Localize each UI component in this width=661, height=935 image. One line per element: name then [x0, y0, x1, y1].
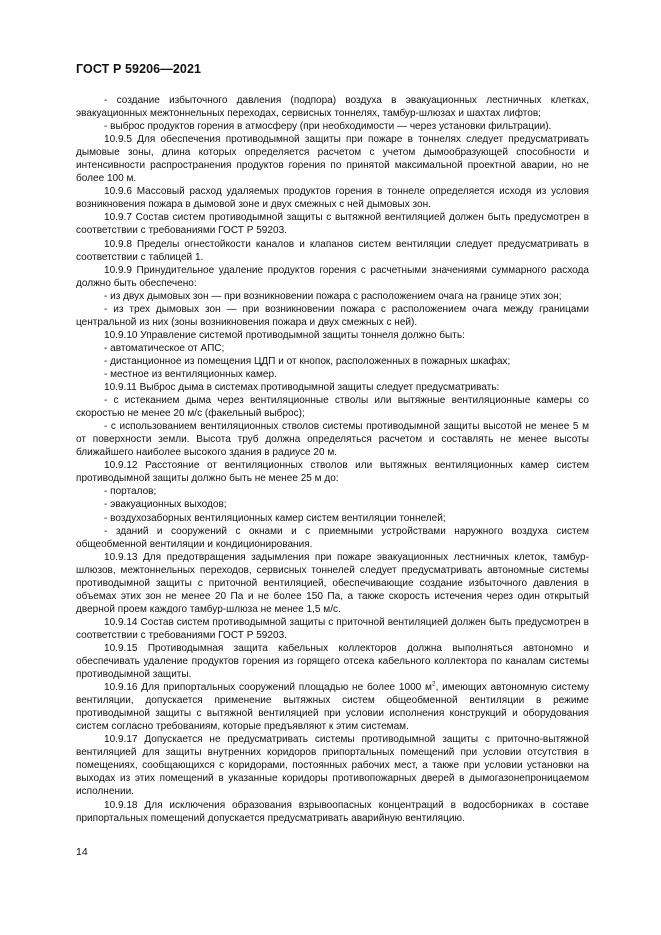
- paragraph: 10.9.17 Допускается не предусматривать системы противодымной защиты с приточно-вытяжной вентиляцией для защиты внутренних коридоров припортальных помещений при условии отсутствия в помещениях, сообщающихся с коридорами, постоянных рабочих мест, а также при условии установки на выходах из этих помещений в указанные коридоры противопожарных дверей в дымогазонепроницаемом исполнении.: [76, 734, 589, 798]
- paragraph: 10.9.13 Для предотвращения задымления при пожаре эвакуационных лестничных клеток, тамбур-шлюзов, межтоннельных переходов, сервисных тоннелей следует предусматривать автономные системы противодымной защиты с приточной вентиляцией, обеспечивающие создание избыточного давления в объемах этих зон не менее 20 Па и не более 150 Па, а также скорость истечения через один открытый дверной проем каждого тамбур-шлюза не менее 1,5 м/с.: [76, 551, 589, 615]
- paragraph: 10.9.6 Массовый расход удаляемых продуктов горения в тоннеле определяется исходя из условия возникновения пожара в дымовой зоне и двух смежных с ней дымовых зон.: [76, 186, 589, 211]
- paragraph: 10.9.15 Противодымная защита кабельных коллекторов должна выполняться автономно и обеспечивать удаление продуктов горения из горящего отсека кабельного коллектора по каналам системы противодымной защиты.: [76, 642, 589, 681]
- paragraph-with-superscript: [76, 681, 589, 733]
- paragraph: - из двух дымовых зон — при возникновении пожара с расположением очага на границе этих зон;: [104, 290, 562, 302]
- paragraph: - из трех дымовых зон — при возникновении пожара с расположением очага между границами центральной из них (зоны возникновения пожара и двух смежных с ней).: [76, 303, 589, 328]
- paragraph: - с использованием вентиляционных стволов системы противодымной защиты высотой не менее 5 м от поверхности земли. Высота труб должна определяться расчетом и составлять не менее высоты ближайшего наиболее высокого здания в радиусе 20 м.: [76, 421, 589, 459]
- paragraph: - воздухозаборных вентиляционных камер систем вентиляции тоннелей;: [104, 512, 446, 524]
- paragraph: - эвакуационных выходов;: [104, 499, 227, 511]
- paragraph-text: , имеющих автономную систему вентиляции, допускается применение вытяжных систем общеобменной вентиляции в режиме противодымной защиты с вытяжной вентиляцией при условии исполнения конструкций и оборудования систем согласно требованиям, которые предъявляют к этим системам.: [76, 682, 589, 733]
- paragraph: 10.9.8 Пределы огнестойкости каналов и клапанов систем вентиляции следует предусматривать в соответствии с таблицей 1.: [76, 238, 589, 263]
- document-body: [76, 94, 589, 825]
- paragraph: - выброс продуктов горения в атмосферу (при необходимости — через установки фильтрации).: [104, 121, 552, 133]
- paragraph: 10.9.10 Управление системой противодымной защиты тоннеля должно быть:: [104, 329, 465, 341]
- paragraph: 10.9.12 Расстояние от вентиляционных стволов или вытяжных вентиляционных камер систем противодымной защиты должно быть не менее 25 м до:: [76, 460, 589, 485]
- paragraph: - дистанционное из помещения ЦДП и от кнопок, расположенных в пожарных шкафах;: [104, 355, 511, 367]
- superscript: 2: [431, 680, 436, 688]
- document-header: ГОСТ Р 59206—2021: [76, 62, 202, 76]
- paragraph: 10.9.14 Состав систем противодымной защиты с приточной вентиляцией должен быть предусмотрен в соответствии с требованиями ГОСТ Р 59203.: [76, 616, 589, 641]
- paragraph: 10.9.11 Выброс дыма в системах противодымной защиты следует предусматривать:: [104, 382, 500, 394]
- paragraph: - местное из вентиляционных камер.: [104, 368, 277, 380]
- paragraph: 10.9.5 Для обеспечения противодымной защиты при пожаре в тоннелях следует предусматривать дымовые зоны, длина которых определяется расчетом с учетом дымообразующей способности и интенсивности распространения продуктов горения по принятой максимальной проектной аварии, но не более 100 м.: [76, 134, 589, 185]
- paragraph-text: 10.9.16 Для припортальных сооружений площадью не более 1000 м: [104, 682, 432, 694]
- paragraph: 10.9.9 Принудительное удаление продуктов горения с расчетными значениями суммарного расхода должно быть обеспечено:: [76, 264, 589, 289]
- page-number: 14: [76, 846, 88, 858]
- paragraph: - с истеканием дыма через вентиляционные стволы или вытяжные вентиляционные камеры со скоростью не менее 20 м/с (факельный выброс);: [76, 395, 589, 420]
- paragraph: - порталов;: [104, 486, 157, 498]
- paragraph: 10.9.7 Состав систем противодымной защиты с вытяжной вентиляцией должен быть предусмотрен в соответствии с требованиями ГОСТ Р 59203.: [76, 212, 589, 237]
- paragraph: - зданий и сооружений с окнами и с приемными устройствами наружного воздуха систем общеобменной вентиляции и кондиционирования.: [76, 525, 589, 550]
- paragraph: - автоматическое от АПС;: [104, 342, 225, 354]
- paragraph: - создание избыточного давления (подпора) воздуха в эвакуационных лестничных клетках, эвакуационных межтоннельных переходах, сервисных тоннелях, тамбур-шлюзах и шахтах лифтов;: [76, 95, 589, 120]
- paragraph: 10.9.18 Для исключения образования взрывоопасных концентраций в водосборниках в составе припортальных помещений допускается предусматривать аварийную вентиляцию.: [76, 799, 589, 824]
